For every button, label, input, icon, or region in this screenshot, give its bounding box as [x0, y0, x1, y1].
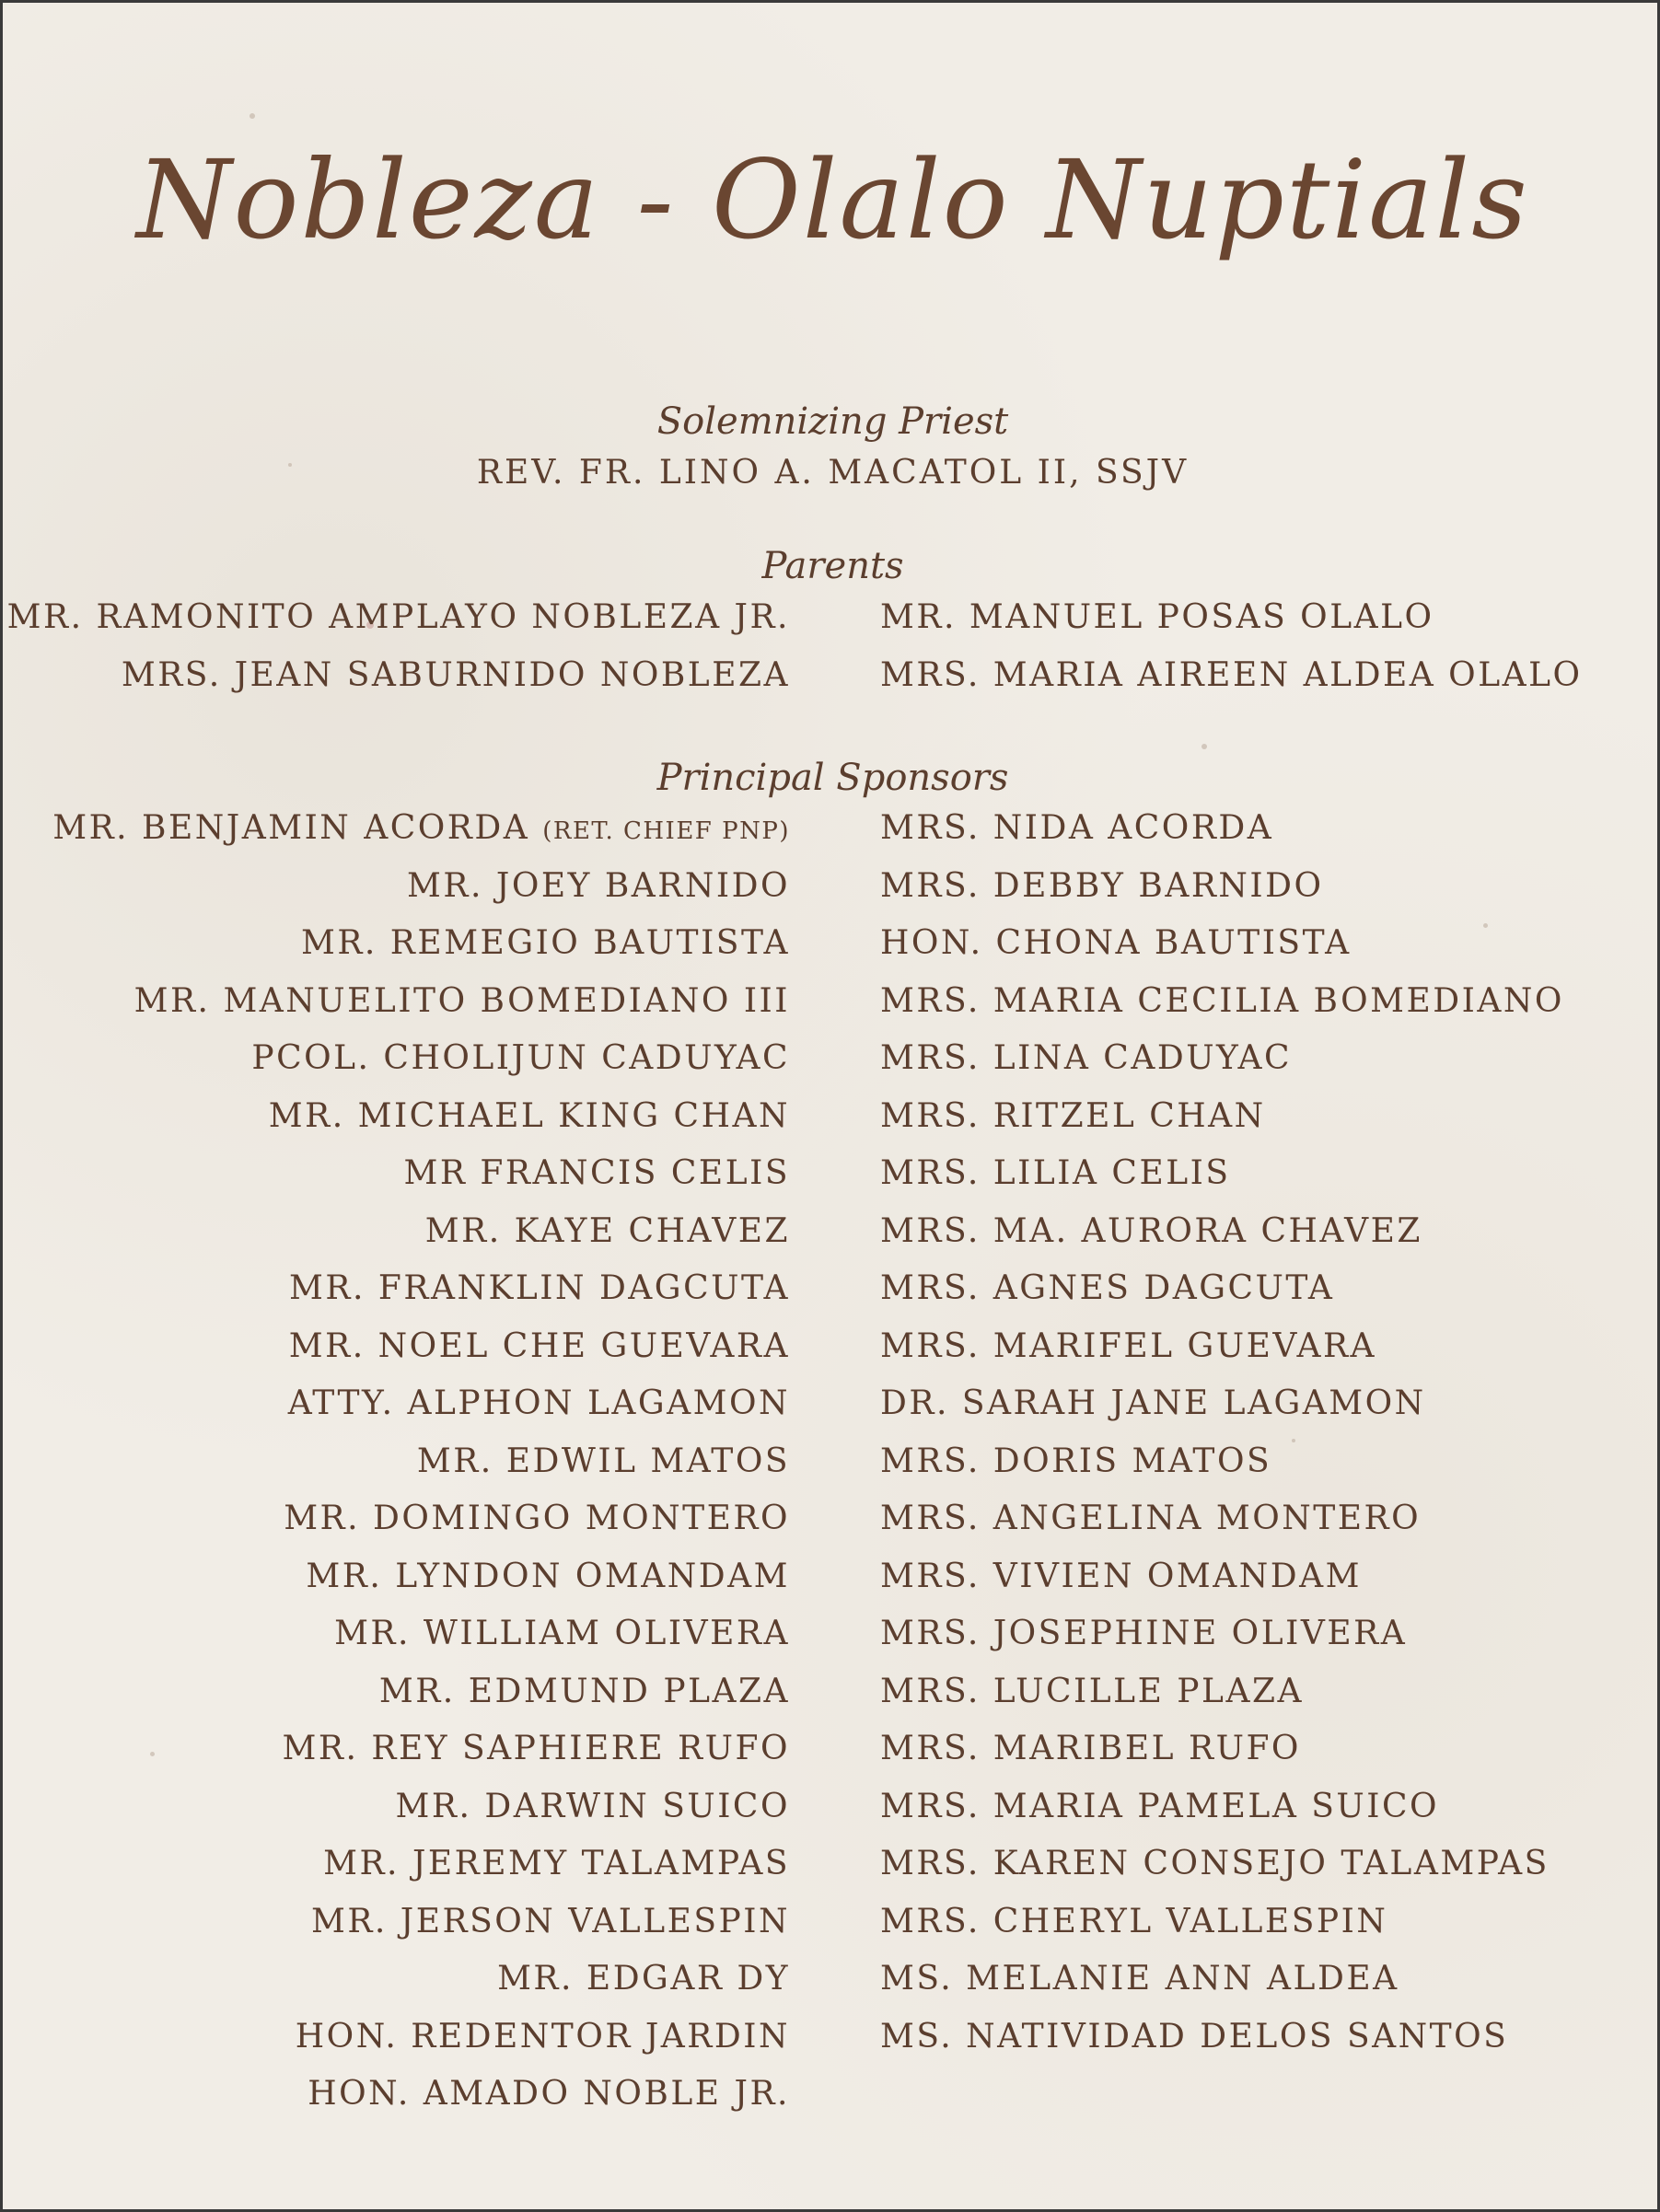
parent-name: MRS. JEAN SABURNIDO NOBLEZA — [121, 656, 790, 694]
sponsor-name: MRS. MARIA CECILIA BOMEDIANO — [880, 982, 1564, 1020]
sponsor-row — [3, 1321, 1660, 1372]
sponsor-row — [3, 2011, 1660, 2063]
sponsor-name: MRS. LILIA CELIS — [880, 1154, 1231, 1192]
sponsor-row — [3, 1608, 1660, 1660]
sponsor-name: MR. FRANKLIN DAGCUTA — [289, 1269, 790, 1307]
sponsor-name: MRS. LINA CADUYAC — [880, 1039, 1293, 1077]
sponsor-row — [3, 2068, 1660, 2120]
sponsor-name: MRS. ANGELINA MONTERO — [880, 1500, 1422, 1537]
sponsor-row — [3, 1781, 1660, 1833]
sponsor-name: MRS. CHERYL VALLESPIN — [880, 1903, 1388, 1940]
sponsor-name: MRS. RITZEL CHAN — [880, 1097, 1266, 1135]
sponsor-row — [3, 1896, 1660, 1948]
sponsor-name: MRS. MARIFEL GUEVARA — [880, 1327, 1377, 1365]
sponsor-name: MR. MICHAEL KING CHAN — [268, 1097, 790, 1135]
sponsor-name: HON. CHONA BAUTISTA — [880, 924, 1352, 962]
sponsor-name: MR. EDWIL MATOS — [416, 1442, 790, 1480]
sponsor-name: MS. MELANIE ANN ALDEA — [880, 1960, 1399, 1998]
sponsor-name: MRS. VIVIEN OMANDAM — [880, 1558, 1362, 1595]
sponsor-row — [3, 861, 1660, 912]
sponsor-name: MR FRANCIS CELIS — [403, 1154, 790, 1192]
sponsor-row — [3, 1666, 1660, 1718]
sponsor-name: ATTY. ALPHON LAGAMON — [287, 1384, 790, 1422]
sponsor-name: MRS. LUCILLE PLAZA — [880, 1673, 1304, 1710]
sponsor-name: MR. REY SAPHIERE RUFO — [282, 1730, 790, 1767]
sponsor-name: MR. EDMUND PLAZA — [378, 1673, 790, 1710]
parent-name: MR. RAMONITO AMPLAYO NOBLEZA JR. — [6, 598, 790, 636]
sponsor-name: MRS. KAREN CONSEJO TALAMPAS — [880, 1845, 1550, 1882]
sponsor-row — [3, 918, 1660, 969]
sponsor-name: MR. WILLIAM OLIVERA — [334, 1615, 790, 1652]
sponsor-name: MR. DOMINGO MONTERO — [284, 1500, 790, 1537]
sponsor-name: MR. MANUELITO BOMEDIANO III — [133, 982, 790, 1020]
sponsor-row — [3, 1493, 1660, 1545]
sponsor-row — [3, 976, 1660, 1027]
sponsor-row — [3, 1838, 1660, 1890]
sponsor-name: PCOL. CHOLIJUN CADUYAC — [251, 1039, 790, 1077]
sponsor-row — [3, 1378, 1660, 1430]
sponsor-name-text: MR. BENJAMIN ACORDA — [52, 809, 530, 847]
sponsor-name: MR. DARWIN SUICO — [395, 1788, 790, 1825]
sponsor-name: MS. NATIVIDAD DELOS SANTOS — [880, 2018, 1509, 2056]
sponsor-name: MR. JEREMY TALAMPAS — [323, 1845, 790, 1882]
paper-speck — [250, 113, 255, 119]
sponsor-row — [3, 803, 1660, 854]
sponsor-row — [3, 1436, 1660, 1488]
sponsor-row — [3, 1206, 1660, 1257]
sponsor-name: MRS. DORIS MATOS — [880, 1442, 1272, 1480]
sponsor-title-note: (RET. CHIEF PNP) — [542, 817, 790, 845]
page-title: Nobleza - Olalo Nuptials — [136, 136, 1529, 263]
sponsor-row — [3, 1723, 1660, 1775]
sponsor-name: MR. LYNDON OMANDAM — [306, 1558, 790, 1595]
sponsor-row — [3, 1091, 1660, 1142]
sponsor-name: HON. AMADO NOBLE JR. — [308, 2075, 790, 2113]
sponsor-name: MR. NOEL CHE GUEVARA — [288, 1327, 790, 1365]
parent-name: MRS. MARIA AIREEN ALDEA OLALO — [880, 656, 1583, 694]
sponsor-name — [52, 803, 790, 857]
sponsor-name: MRS. MARIA PAMELA SUICO — [880, 1788, 1440, 1825]
parents-row — [3, 650, 1660, 701]
sponsor-name: MRS. DEBBY BARNIDO — [880, 867, 1324, 905]
parent-name: MR. MANUEL POSAS OLALO — [880, 598, 1434, 636]
principal-sponsors-heading: Principal Sponsors — [656, 757, 1009, 799]
sponsor-name: MR. KAYE CHAVEZ — [424, 1212, 790, 1250]
sponsor-row — [3, 1551, 1660, 1603]
parents-heading: Parents — [761, 545, 904, 587]
sponsor-name: MRS. NIDA ACORDA — [880, 809, 1274, 847]
sponsor-row — [3, 1953, 1660, 2005]
parents-row — [3, 592, 1660, 643]
sponsor-name: HON. REDENTOR JARDIN — [295, 2018, 790, 2056]
sponsor-row — [3, 1033, 1660, 1084]
sponsor-name: MRS. MARIBEL RUFO — [880, 1730, 1301, 1767]
sponsor-name: MR. EDGAR DY — [497, 1960, 790, 1998]
solemnizing-priest-name: REV. FR. LINO A. MACATOL II, SSJV — [476, 454, 1190, 492]
paper-speck — [1201, 744, 1207, 749]
solemnizing-priest-heading: Solemnizing Priest — [656, 400, 1009, 443]
sponsor-name: MRS. MA. AURORA CHAVEZ — [880, 1212, 1422, 1250]
sponsor-row — [3, 1148, 1660, 1199]
sponsor-name: DR. SARAH JANE LAGAMON — [880, 1384, 1426, 1422]
sponsor-name: MRS. JOSEPHINE OLIVERA — [880, 1615, 1408, 1652]
sponsor-name: MR. REMEGIO BAUTISTA — [300, 924, 790, 962]
sponsor-row — [3, 1263, 1660, 1314]
sponsor-name: MR. JERSON VALLESPIN — [310, 1903, 790, 1940]
sponsor-name: MR. JOEY BARNIDO — [407, 867, 790, 905]
sponsor-name: MRS. AGNES DAGCUTA — [880, 1269, 1335, 1307]
